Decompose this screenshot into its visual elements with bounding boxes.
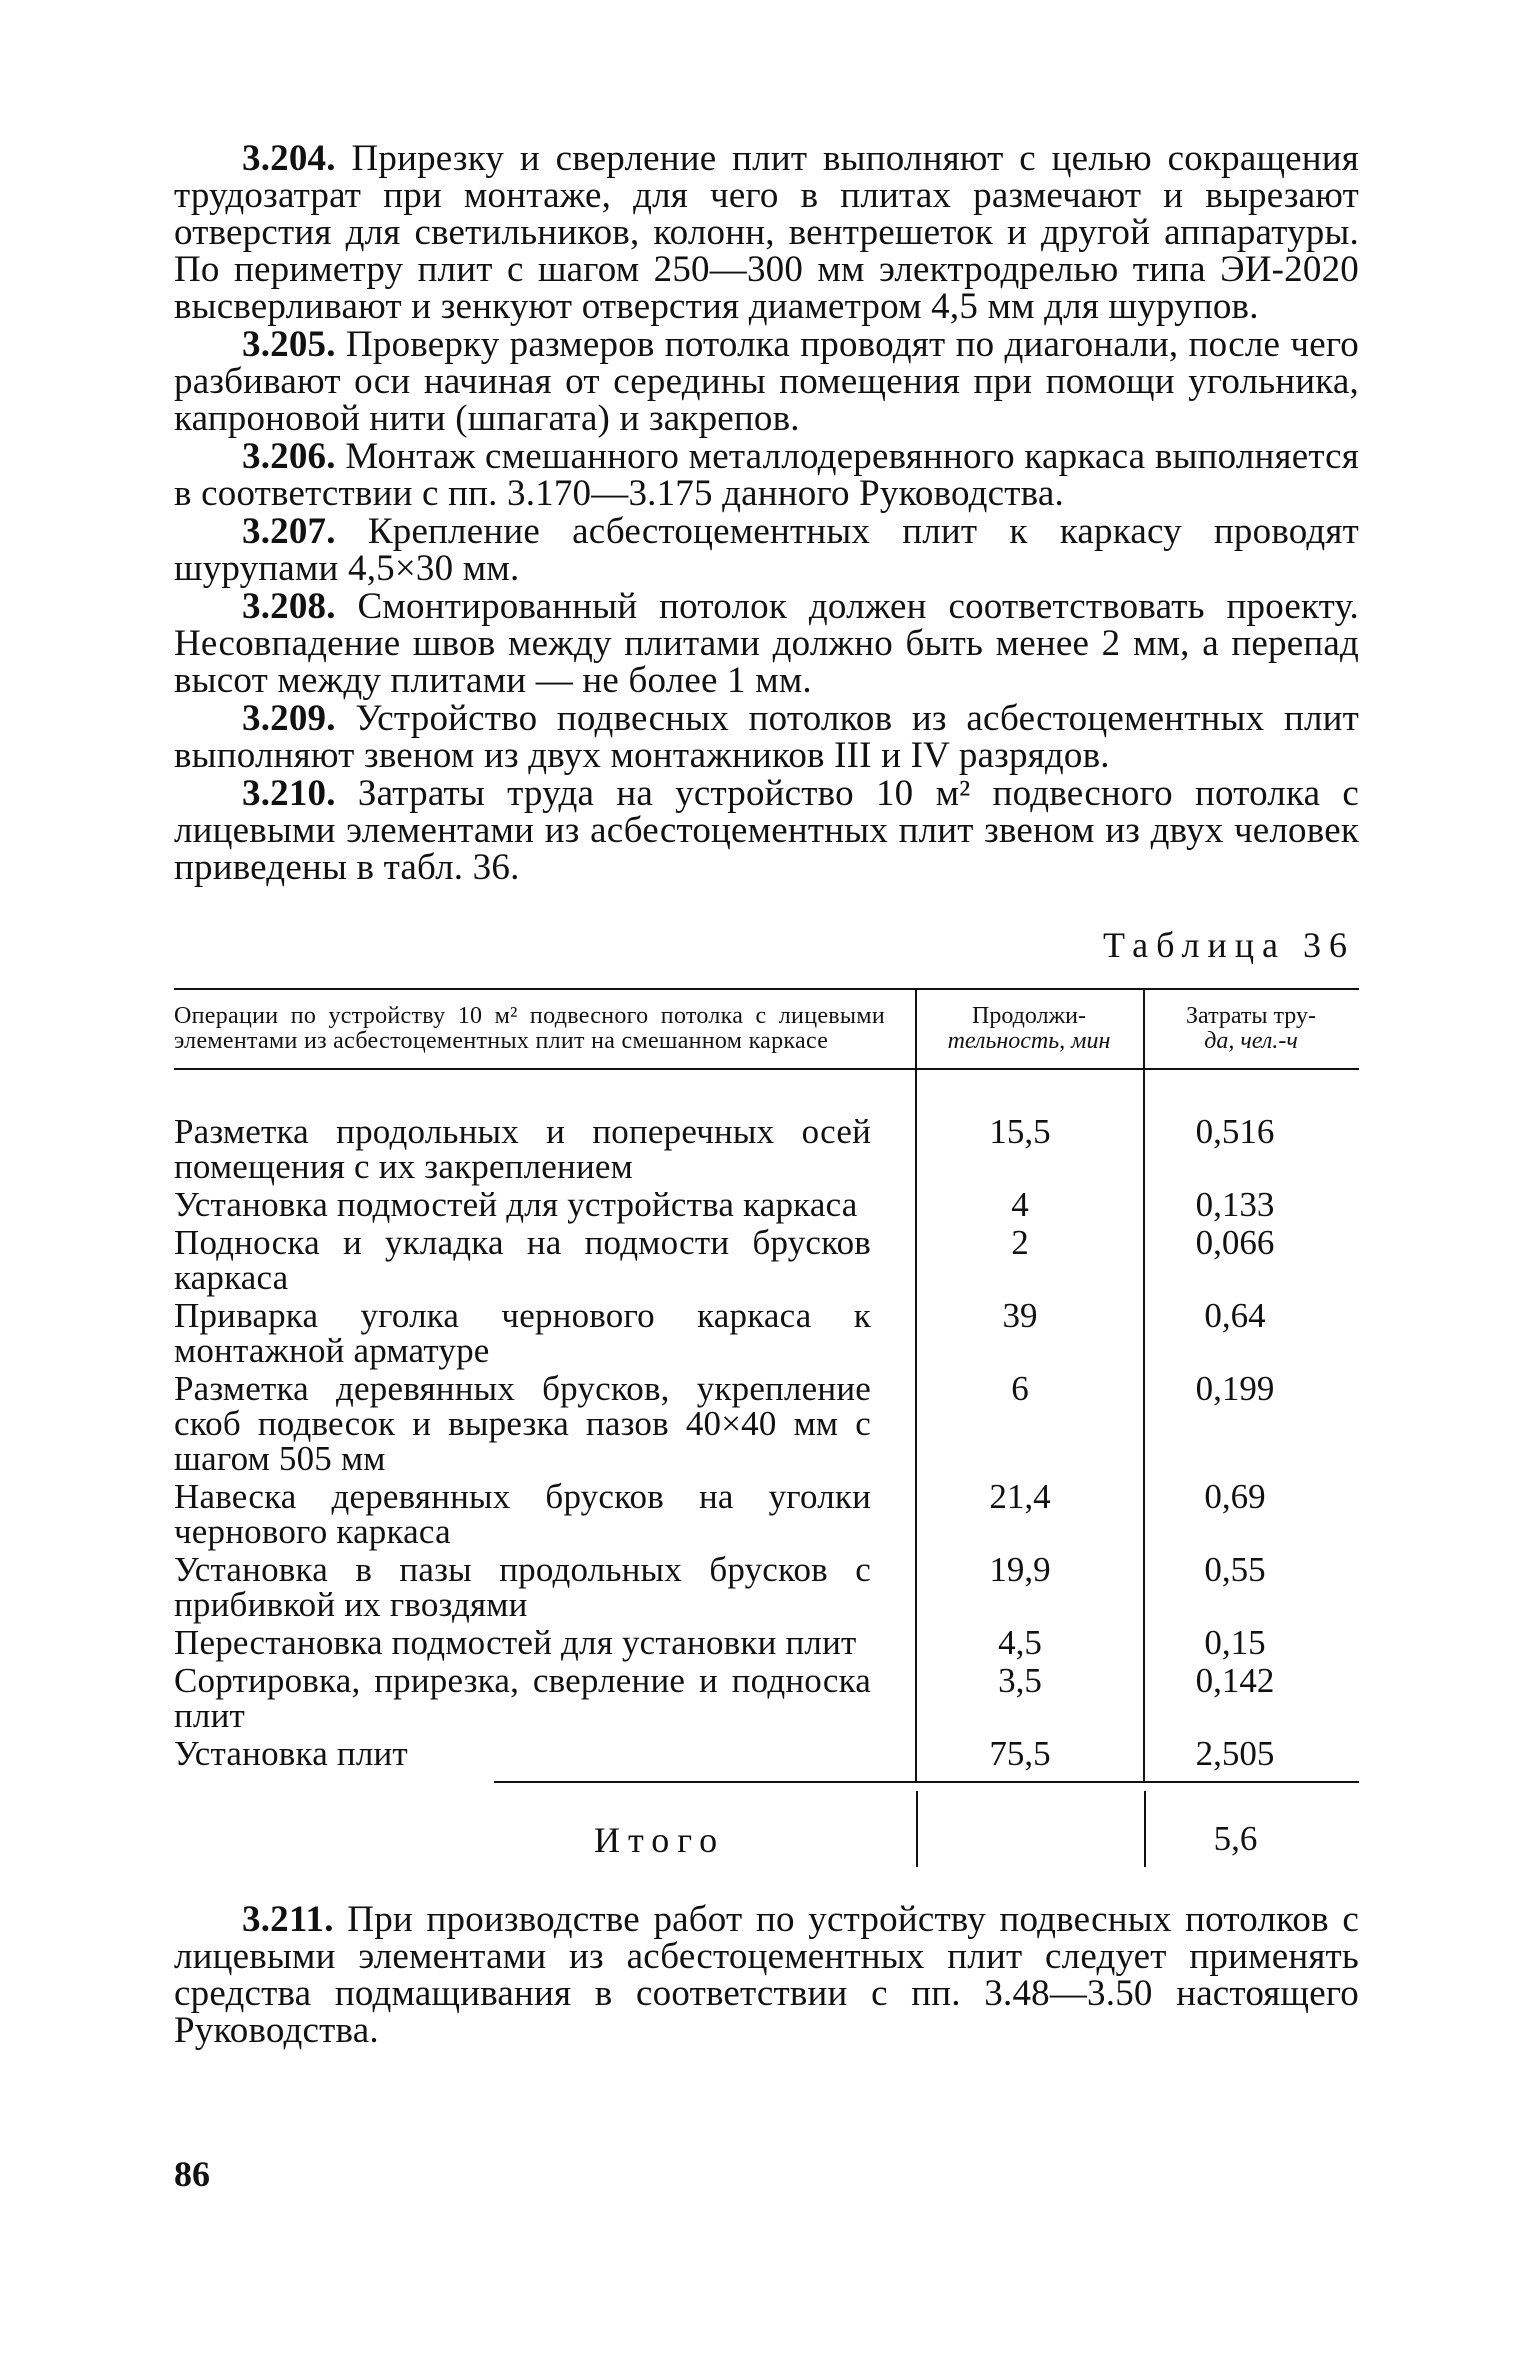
operation-cell: Сортировка, прирезка, сверление и подноска плит (174, 1661, 871, 1735)
total-divider (916, 1791, 918, 1867)
table-row (174, 1663, 1359, 1736)
duration-cell: 6 (916, 1371, 1144, 1479)
operation-cell: Установка подмостей для устройства каркаса (174, 1185, 858, 1224)
table-row (174, 1225, 1359, 1298)
paragraph-3-211 (174, 1901, 1359, 2049)
table-row (174, 1625, 1359, 1663)
paragraph-number: 3.211. (242, 1899, 334, 1940)
labor-cell: 0,066 (1144, 1225, 1359, 1298)
paragraph-text: Прирезку и сверление плит выполняют с целью сокращения трудозатрат при монтаже, для чего в плитах размечают и вырезают отверстия для светильников, колонн, вентрешеток и другой аппаратуры. По периметру плит с шагом 250—300 мм электродрелью типа ЭИ-2020 высверливают и зенкуют отверстия диаметром 4,5 мм для шурупов. (174, 138, 1360, 327)
paragraph-number: 3.204. (242, 138, 336, 179)
duration-cell: 19,9 (916, 1552, 1144, 1625)
paragraph-number: 3.207. (242, 511, 336, 552)
duration-cell: 4,5 (916, 1625, 1144, 1663)
operation-cell: Приварка уголка чернового каркаса к монтажной арматуре (174, 1296, 871, 1370)
table-total-row (174, 1781, 1359, 1879)
total-label: Итого (594, 1820, 726, 1860)
body-text (174, 140, 1359, 886)
table-caption: Таблица 36 (1103, 925, 1355, 965)
table-row (174, 1736, 1359, 1781)
duration-cell: 75,5 (916, 1736, 1144, 1781)
operation-cell: Подноска и укладка на подмости брусков каркаса (174, 1223, 871, 1297)
operation-cell: Разметка продольных и поперечных осей помещения с их закреплением (174, 1112, 871, 1186)
header-labor-line1: Затраты тру- (1186, 1003, 1316, 1029)
header-labor-line2: да, чел.-ч (1204, 1028, 1298, 1054)
paragraph-number: 3.206. (242, 436, 336, 477)
labor-cell: 0,15 (1144, 1625, 1359, 1663)
labor-cell: 0,69 (1144, 1479, 1359, 1552)
operation-cell: Установка плит (174, 1734, 408, 1773)
paragraph-3-210 (174, 775, 1359, 886)
total-labor-value: 5,6 (1213, 1819, 1258, 1858)
paragraph-3-204 (174, 140, 1359, 325)
paragraph-number: 3.210. (242, 773, 336, 814)
paragraph-3-208 (174, 588, 1359, 699)
table-row (174, 1371, 1359, 1479)
labor-cell: 0,133 (1144, 1187, 1359, 1225)
paragraph-3-207 (174, 513, 1359, 587)
operation-cell: Установка в пазы продольных брусков с прибивкой их гвоздями (174, 1550, 871, 1624)
labor-cell: 2,505 (1144, 1736, 1359, 1781)
table-row (174, 1187, 1359, 1225)
header-duration-line2: тельность, мин (947, 1028, 1111, 1054)
operation-cell: Разметка деревянных брусков, укрепление скоб подвесок и вырезка пазов 40×40 мм с шагом 505 мм (174, 1369, 871, 1478)
paragraph-text: Устройство подвесных потолков из асбестоцементных плит выполняют звеном из двух монтажников III и IV разрядов. (174, 698, 1360, 776)
labor-cost-table (174, 990, 1359, 1781)
operation-cell: Перестановка подмостей для установки плит (174, 1623, 857, 1662)
paragraph-text: Смонтированный потолок должен соответствовать проекту. Несовпадение швов между плитами должно быть менее 2 мм, а перепад высот между плитами — не более 1 мм. (174, 586, 1359, 701)
labor-cell: 0,142 (1144, 1663, 1359, 1736)
labor-cell: 0,199 (1144, 1371, 1359, 1479)
header-duration (916, 990, 1144, 1069)
duration-cell: 3,5 (916, 1663, 1144, 1736)
header-operation: Операции по устройству 10 м² подвесного потолка с лицевыми элементами из асбестоцементных плит на смешанном каркасе (174, 990, 916, 1069)
paragraph-3-209 (174, 700, 1359, 774)
paragraph-number: 3.209. (242, 698, 336, 739)
total-rule (494, 1781, 1359, 1783)
table-row (174, 1479, 1359, 1552)
table-header-row (174, 990, 1359, 1069)
operation-cell: Навеска деревянных брусков на уголки чернового каркаса (174, 1477, 871, 1551)
table-row (174, 1552, 1359, 1625)
paragraph-number: 3.205. (242, 324, 336, 365)
labor-cell: 0,64 (1144, 1298, 1359, 1371)
paragraph-text: Проверку размеров потолка проводят по диагонали, после чего разбивают оси начиная от середины помещения при помощи угольника, капроновой нити (шпагата) и закрепов. (174, 324, 1359, 439)
closing-text (174, 1901, 1359, 2049)
duration-cell: 4 (916, 1187, 1144, 1225)
paragraph-3-205 (174, 326, 1359, 437)
header-duration-line1: Продолжи- (972, 1003, 1086, 1029)
paragraph-3-206 (174, 438, 1359, 512)
labor-cell: 0,516 (1144, 1069, 1359, 1187)
paragraph-text: Крепление асбестоцементных плит к каркасу проводят шурупами 4,5×30 мм. (174, 511, 1359, 589)
duration-cell: 21,4 (916, 1479, 1144, 1552)
table-row (174, 1298, 1359, 1371)
duration-cell: 39 (916, 1298, 1144, 1371)
page-content (174, 140, 1359, 2050)
paragraph-text: Затраты труда на устройство 10 м² подвесного потолка с лицевыми элементами из асбестоцементных плит звеном из двух человек приведены в табл. 36. (174, 773, 1359, 888)
page-number: 86 (174, 2154, 210, 2194)
paragraph-text: При производстве работ по устройству подвесных потолков с лицевыми элементами из асбестоцементных плит следует применять средства подмащивания в соответствии с пп. 3.48—3.50 настоящего Руководства. (174, 1899, 1359, 2051)
table-row (174, 1069, 1359, 1187)
duration-cell: 2 (916, 1225, 1144, 1298)
duration-cell: 15,5 (916, 1069, 1144, 1187)
paragraph-text: Монтаж смешанного металлодеревянного каркаса выполняется в соответствии с пп. 3.170—3.175 данного Руководства. (174, 436, 1360, 514)
labor-cell: 0,55 (1144, 1552, 1359, 1625)
header-labor (1144, 990, 1359, 1069)
paragraph-number: 3.208. (242, 586, 336, 627)
